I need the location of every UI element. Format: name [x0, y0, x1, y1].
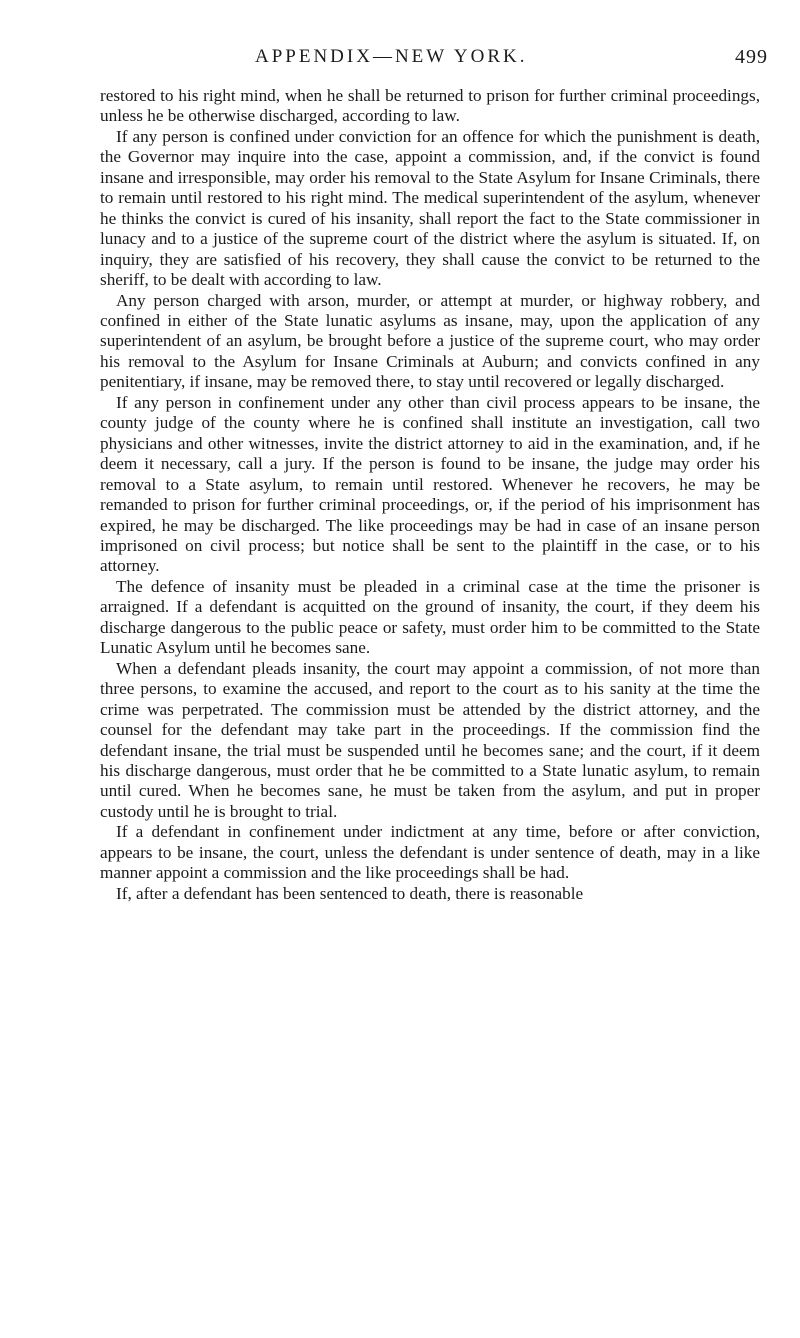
- page-number: 499: [735, 46, 768, 68]
- running-head: APPENDIX—NEW YORK.: [255, 46, 528, 67]
- body-text: [100, 86, 760, 904]
- paragraph: If, after a defendant has been sentenced to death, there is reasonable: [116, 883, 584, 903]
- paragraph: Any person charged with arson, murder, or attempt at murder, or highway robbery, and confined in either of the State lunatic asylums as insane, may, upon the application of any superintendent of an asylum, be brought before a justice of the supreme court, who may order his removal to the Asylum for Insane Criminals at Auburn; and convicts confined in any penitentiary, if insane, may be removed there, to stay until recovered or legally discharged.: [100, 290, 760, 392]
- paragraph: If any person is confined under conviction for an offence for which the punishment is death, the Governor may inquire into the case, appoint a commission, and, if the convict is found insane and irresponsible, may order his removal to the State Asylum for Insane Criminals, there to remain until restored to his right mind. The medical superintendent of the asylum, whenever he thinks the convict is cured of his insanity, shall report the fact to the State commissioner in lunacy and to a justice of the supreme court of the district where the asylum is situated. If, on inquiry, they are satisfied of his recovery, they shall cause the convict to be returned to the sheriff, to be dealt with according to law.: [100, 126, 760, 290]
- paragraph: If a defendant in confinement under indictment at any time, before or after conviction, appears to be insane, the court, unless the defendant is under sentence of death, may in a like manner appoint a commission and the like proceedings shall be had.: [100, 822, 760, 883]
- paragraph: The defence of insanity must be pleaded in a criminal case at the time the prisoner is arraigned. If a defendant is acquitted on the ground of insanity, the court, if they deem his discharge dangerous to the public peace or safety, must order him to be committed to the State Lunatic Asylum until he becomes sane.: [100, 576, 760, 658]
- paragraph-continued: restored to his right mind, when he shall be returned to prison for further criminal proceedings, unless he be otherwise discharged, according to law.: [100, 86, 760, 126]
- page-header: [100, 46, 768, 74]
- paragraph: If any person in confinement under any other than civil process appears to be insane, the county judge of the county where he is confined shall institute an investigation, call two physicians and other witnesses, invite the district attorney to aid in the examination, and, if he deem it necessary, call a jury. If the person is found to be insane, the judge may order his removal to a State asylum, to remain until restored. Whenever he recovers, he may be remanded to prison for further criminal proceedings, or, if the period of his imprisonment has expired, he may be discharged. The like proceedings may be had in case of an insane person imprisoned on civil process; but notice shall be sent to the plaintiff in the case, or to his attorney.: [100, 392, 760, 576]
- paragraph: When a defendant pleads insanity, the court may appoint a commission, of not more than three persons, to examine the accused, and report to the court as to his sanity at the time the crime was perpetrated. The commission must be attended by the district attorney, and the counsel for the defendant may take part in the proceedings. If the commission find the defendant insane, the trial must be suspended until he becomes sane; and the court, if it deem his discharge dangerous, must order that he be committed to a State lunatic asylum, to remain until cured. When he becomes sane, he must be taken from the asylum, and put in proper custody until he is brought to trial.: [100, 658, 760, 821]
